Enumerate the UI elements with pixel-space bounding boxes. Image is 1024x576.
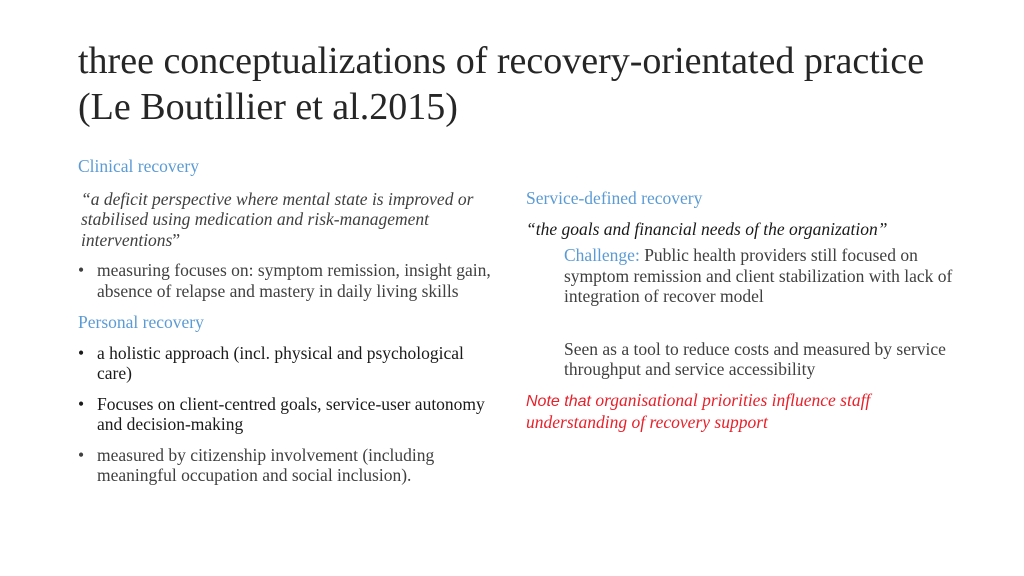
- note-prefix: Note that: [526, 392, 591, 410]
- personal-recovery-heading: Personal recovery: [78, 312, 204, 332]
- seen-as-paragraph: Seen as a tool to reduce costs and measured by service throughput and service accessibility: [564, 338, 946, 379]
- red-note: [526, 390, 956, 433]
- slide-title: three conceptualizations of recovery-orientated practice (Le Boutillier et al.2015): [78, 40, 925, 128]
- right-column: [526, 188, 956, 433]
- clinical-quote-text: “a deficit perspective where mental state is improved or stabilised using medication and risk-management interventions: [81, 188, 474, 250]
- clinical-bullet-measuring: • measuring focuses on: symptom remission, insight gain, absence of relapse and mastery in daily living skills: [78, 260, 498, 301]
- challenge-text: Public health providers still focused on symptom remission and client stabilization with lack of integration of recover model: [564, 245, 953, 306]
- left-column: [78, 156, 498, 486]
- personal-bullet-client-goals: • Focuses on client-centred goals, service-user autonomy and decision-making: [78, 394, 498, 435]
- clinical-recovery-quote: [78, 189, 498, 251]
- service-recovery-quote: “the goals and financial needs of the organization”: [526, 218, 888, 239]
- clinical-recovery-heading: Clinical recovery: [78, 156, 199, 176]
- challenge-paragraph: [526, 245, 956, 307]
- challenge-label: Challenge:: [564, 245, 640, 265]
- personal-bullet-list: [78, 343, 498, 486]
- personal-bullet-citizenship: • measured by citizenship involvement (including meaningful occupation and social inclusion).: [78, 445, 498, 486]
- service-recovery-heading: Service-defined recovery: [526, 188, 703, 208]
- clinical-quote-end: ”: [172, 229, 181, 250]
- personal-bullet-holistic: • a holistic approach (incl. physical and psychological care): [78, 343, 498, 384]
- note-text: organisational priorities influence staff understanding of recovery support: [526, 389, 871, 432]
- clinical-bullet-list: [78, 260, 498, 301]
